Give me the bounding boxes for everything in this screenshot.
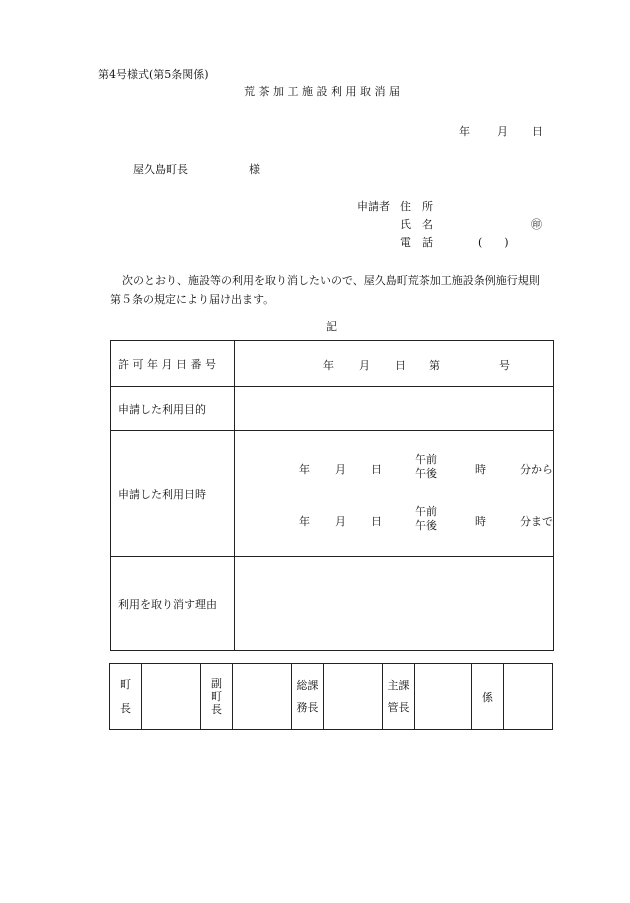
from-pm: 午後 — [415, 467, 437, 480]
purpose-field[interactable] — [235, 387, 554, 431]
clerk-label: 係 — [482, 690, 493, 704]
to-hour: 時 — [475, 515, 486, 528]
chief-line-2: 管長 — [387, 700, 410, 714]
permit-day: 日 — [395, 359, 406, 372]
applicant-phone-label: 電 話 — [400, 236, 433, 249]
general-affairs-label-cell — [292, 664, 324, 730]
from-ampm — [415, 453, 437, 481]
row-datetime — [111, 431, 554, 557]
mayor-label-cell — [110, 664, 142, 730]
row-permit-number — [111, 341, 554, 387]
from-month: 月 — [335, 463, 346, 476]
to-ampm — [415, 505, 437, 533]
datetime-label: 申請した利用日時 — [111, 431, 235, 557]
from-hour: 時 — [475, 463, 486, 476]
general-affairs-line-2: 務長 — [296, 700, 319, 714]
from-end: 分から — [520, 463, 553, 476]
deputy-char-2: 町 — [211, 690, 222, 703]
general-affairs-line-1: 総課 — [296, 678, 319, 692]
reason-field[interactable] — [235, 557, 554, 651]
clerk-stamp-box[interactable] — [504, 664, 553, 730]
date-month: 月 — [497, 125, 508, 138]
applicant-name-label: 氏 名 — [400, 218, 433, 231]
datetime-field[interactable] — [235, 431, 554, 557]
chief-stamp-box[interactable] — [415, 664, 472, 730]
seal-mark: ㊞ — [531, 218, 542, 231]
form-title: 荒 茶 加 工 施 設 利 用 取 消 届 — [244, 85, 400, 98]
deputy-char-3: 長 — [211, 703, 222, 716]
clerk-label-cell — [472, 664, 504, 730]
permit-number-label: 許 可 年 月 日 番 号 — [111, 341, 235, 387]
recipient-name: 屋久島町長 — [133, 163, 188, 176]
from-year: 年 — [299, 463, 310, 476]
chief-label-cell — [383, 664, 415, 730]
applicant-label: 申請者 — [357, 200, 390, 213]
applicant-address-label: 住 所 — [400, 200, 433, 213]
mayor-char-2: 長 — [120, 701, 131, 715]
to-month: 月 — [335, 515, 346, 528]
approval-stamp-table — [109, 663, 553, 730]
application-table — [110, 340, 554, 651]
permit-number-field[interactable] — [235, 341, 554, 387]
to-end: 分まで — [520, 515, 553, 528]
phone-parentheses: ( ) — [478, 236, 509, 249]
purpose-label: 申請した利用目的 — [111, 387, 235, 431]
to-year: 年 — [299, 515, 310, 528]
body-line-2: 第５条の規定により届け出ます。 — [110, 293, 275, 306]
permit-month: 月 — [359, 359, 370, 372]
general-affairs-stamp-box[interactable] — [324, 664, 383, 730]
deputy-label-cell — [201, 664, 233, 730]
mayor-char-1: 町 — [120, 677, 131, 691]
body-line-1: 次のとおり、施設等の利用を取り消したいので、屋久島町荒茶加工施設条例施行規則 — [122, 274, 540, 287]
ki-heading: 記 — [326, 320, 337, 333]
row-purpose — [111, 387, 554, 431]
permit-year: 年 — [323, 359, 334, 372]
from-day: 日 — [371, 463, 382, 476]
date-day: 日 — [532, 125, 543, 138]
form-number: 第4号様式(第5条関係) — [98, 68, 209, 81]
permit-go: 号 — [499, 359, 510, 372]
recipient-honorific: 様 — [249, 163, 260, 176]
chief-line-1: 主課 — [387, 678, 410, 692]
date-year: 年 — [459, 125, 470, 138]
mayor-stamp-box[interactable] — [142, 664, 201, 730]
to-pm: 午後 — [415, 519, 437, 532]
from-am: 午前 — [415, 453, 437, 466]
permit-dai: 第 — [429, 359, 440, 372]
deputy-char-1: 副 — [211, 677, 222, 690]
row-reason — [111, 557, 554, 651]
deputy-stamp-box[interactable] — [233, 664, 292, 730]
to-day: 日 — [371, 515, 382, 528]
reason-label: 利用を取り消す理由 — [111, 557, 235, 651]
to-am: 午前 — [415, 505, 437, 518]
